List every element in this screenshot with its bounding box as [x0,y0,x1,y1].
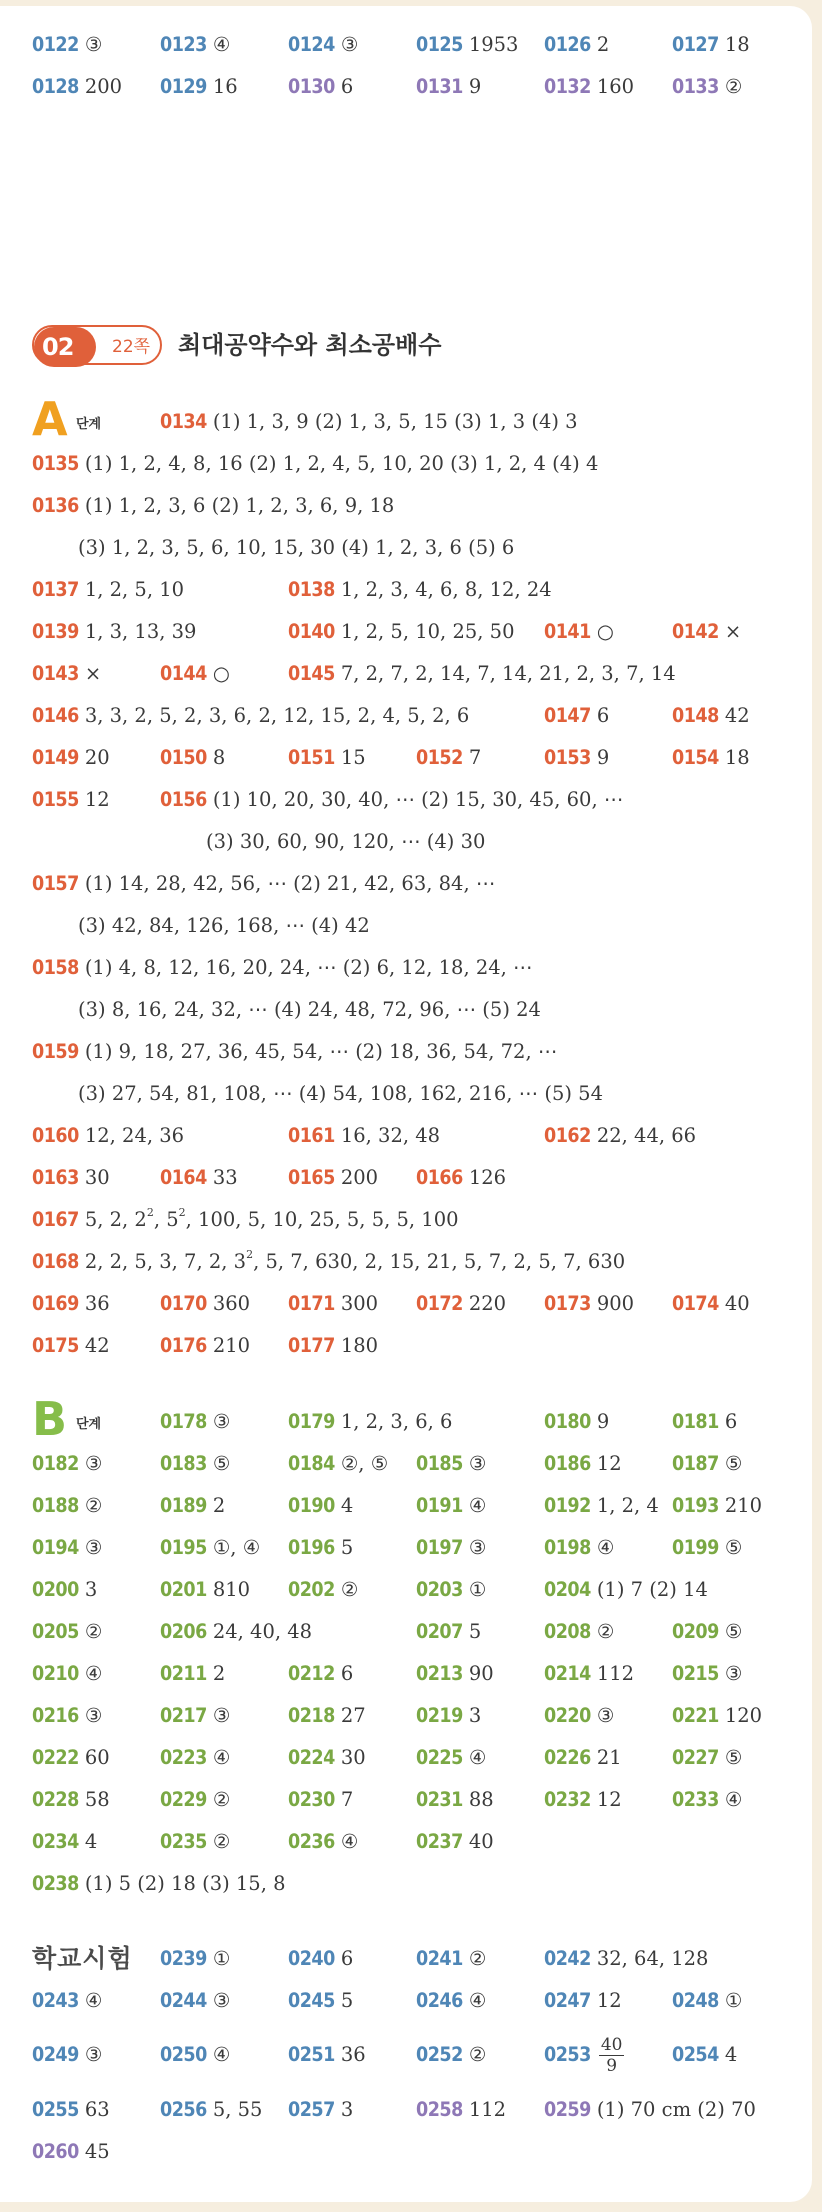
answer-0135: 0135 (1) 1, 2, 4, 8, 16 (2) 1, 2, 4, 5, 10, 20 (3) 1, 2, 4 (4) 4 [32,452,599,475]
answer-0124: 0124 ③ [288,33,359,56]
answer-0219: 0219 3 [416,1704,482,1727]
answer-row [0,1326,822,1366]
answer-0184: 0184 ②, ⑤ [288,1452,389,1475]
answer-row [0,1158,822,1198]
answer-0144: 0144 ○ [160,662,230,685]
answer-0205: 0205 ② [32,1620,103,1643]
answer-0132: 0132 160 [544,75,635,98]
answer-0166: 0166 126 [416,1166,507,1189]
answer-row [0,1696,822,1736]
answer-0163: 0163 30 [32,1166,110,1189]
answer-0173: 0173 900 [544,1292,635,1315]
answer-0199: 0199 ⑤ [672,1536,743,1559]
answer-0260: 0260 45 [32,2140,110,2163]
answer-0131: 0131 9 [416,75,482,98]
answer-0137: 0137 1, 2, 5, 10 [32,578,185,601]
answer-0181: 0181 6 [672,1410,738,1433]
answer-0188: 0188 ② [32,1494,103,1517]
answer-0231: 0231 88 [416,1788,494,1811]
section-title: 최대공약수와 최소공배수 [178,331,442,359]
answer-0212: 0212 6 [288,1662,354,1685]
answer-row [0,822,822,862]
answer-row [0,1570,822,1610]
answer-0220: 0220 ③ [544,1704,615,1727]
answer-0171: 0171 300 [288,1292,379,1315]
answer-0149: 0149 20 [32,746,110,769]
answer-0139: 0139 1, 3, 13, 39 [32,620,197,643]
answer-row [0,1939,822,1979]
answer-row [0,2090,822,2130]
answer-0197: 0197 ③ [416,1536,487,1559]
answer-0230: 0230 7 [288,1788,354,1811]
answer-0232: 0232 12 [544,1788,622,1811]
answer-0179: 0179 1, 2, 3, 6, 6 [288,1410,453,1433]
answer-0208: 0208 ② [544,1620,615,1643]
answer-row [0,67,822,107]
answer-0167: 0167 5, 2, $2^2$, $5^2$, 100, 5, 10, 25, 5, 5, 5, 100 [32,1206,459,1231]
answer-row [0,1116,822,1156]
answer-row [0,392,822,446]
answer-row [0,1392,822,1446]
answer-0216: 0216 ③ [32,1704,103,1727]
answer-0185: 0185 ③ [416,1452,487,1475]
answer-0248: 0248 ① [672,1989,743,2012]
answer-0247: 0247 12 [544,1989,622,2012]
answer-0243: 0243 ④ [32,1989,103,2012]
answer-row [0,1284,822,1324]
answer-0239: 0239 ① [160,1947,231,1970]
answer-0234: 0234 4 [32,1830,98,1853]
answer-0127: 0127 18 [672,33,750,56]
answer-0198: 0198 ④ [544,1536,615,1559]
answer-0251: 0251 36 [288,2043,366,2066]
answer-0257: 0257 3 [288,2098,354,2121]
answer-0213: 0213 90 [416,1662,494,1685]
answer-0255: 0255 63 [32,2098,110,2121]
answer-0151: 0151 15 [288,746,366,769]
answer-0224: 0224 30 [288,1746,366,1769]
answer-0192: 0192 1, 2, 4 [544,1494,659,1517]
answer-row [0,1654,822,1694]
answer-0159: 0159 (1) 9, 18, 27, 36, 45, 54, ⋯ (2) 18, 36, 54, 72, ⋯ [32,1040,558,1063]
answer-0237: 0237 40 [416,1830,494,1853]
answer-0206: 0206 24, 40, 48 [160,1620,313,1643]
answer-0168: 0168 2, 2, 5, 3, 7, 2, $3^2$, 5, 7, 630, 2, 15, 21, 5, 7, 2, 5, 7, 630 [32,1248,626,1273]
answer-0222: 0222 60 [32,1746,110,1769]
answer-0138: 0138 1, 2, 3, 4, 6, 8, 12, 24 [288,578,552,601]
answer-0161: 0161 16, 32, 48 [288,1124,441,1147]
stage-b-badge [32,1392,112,1446]
answer-0125: 0125 1953 [416,33,519,56]
stage-a-label: 단계 [76,417,102,432]
answer-0203: 0203 ① [416,1578,487,1601]
answer-0226: 0226 21 [544,1746,622,1769]
answer-0170: 0170 360 [160,1292,251,1315]
answer-0250: 0250 ④ [160,2043,231,2066]
answer-row [0,1822,822,1862]
answer-0182: 0182 ③ [32,1452,103,1475]
answer-0177: 0177 180 [288,1334,379,1357]
answer-0133: 0133 ② [672,75,743,98]
answer-0227: 0227 ⑤ [672,1746,743,1769]
answer-0242: 0242 32, 64, 128 [544,1947,709,1970]
answer-0123: 0123 ④ [160,33,231,56]
answer-row [0,570,822,610]
answer-0235: 0235 ② [160,1830,231,1853]
stage-a-letter: A [32,392,68,446]
answer-0165: 0165 200 [288,1166,379,1189]
answer-0157: 0157 (1) 14, 28, 42, 56, ⋯ (2) 21, 42, 63, 84, ⋯ [32,872,496,895]
answer-row [0,1444,822,1484]
answer-0245: 0245 5 [288,1989,354,2012]
answer-0240: 0240 6 [288,1947,354,1970]
stage-a-badge [32,392,112,446]
fraction: $\frac{40}{9}$ [600,2035,623,2076]
answer-0204: 0204 (1) 7 (2) 14 [544,1578,708,1601]
answer-0129: 0129 16 [160,75,238,98]
answer-0156-cont: (3) 30, 60, 90, 120, ⋯ (4) 30 [206,830,486,853]
answer-0229: 0229 ② [160,1788,231,1811]
answer-row [0,1242,822,1282]
answer-0147: 0147 6 [544,704,610,727]
answer-0258: 0258 112 [416,2098,507,2121]
answer-0164: 0164 33 [160,1166,238,1189]
answer-0207: 0207 5 [416,1620,482,1643]
answer-0233: 0233 ④ [672,1788,743,1811]
answer-0187: 0187 ⑤ [672,1452,743,1475]
answer-row [0,1612,822,1652]
answer-0130: 0130 6 [288,75,354,98]
answer-0148: 0148 42 [672,704,750,727]
answer-0254: 0254 4 [672,2043,738,2066]
answer-row [0,654,822,694]
section-number: 02 [42,333,74,361]
answer-0252: 0252 ② [416,2043,487,2066]
answer-0244: 0244 ③ [160,1989,231,2012]
answer-0211: 0211 2 [160,1662,226,1685]
answer-0176: 0176 210 [160,1334,251,1357]
answer-0150: 0150 8 [160,746,226,769]
answer-row [0,1486,822,1526]
answer-row [0,1981,822,2021]
answer-0175: 0175 42 [32,1334,110,1357]
answer-0160: 0160 12, 24, 36 [32,1124,185,1147]
answer-0156: 0156 (1) 10, 20, 30, 40, ⋯ (2) 15, 30, 45, 60, ⋯ [160,788,624,811]
answer-0191: 0191 ④ [416,1494,487,1517]
answer-0193: 0193 210 [672,1494,763,1517]
answer-0214: 0214 112 [544,1662,635,1685]
answer-0217: 0217 ③ [160,1704,231,1727]
stage-b-label: 단계 [76,1417,102,1432]
answer-row [0,948,822,988]
answer-0194: 0194 ③ [32,1536,103,1559]
answer-row [0,738,822,778]
stage-b-letter: B [32,1392,68,1446]
answer-0126: 0126 2 [544,33,610,56]
answer-0259: 0259 (1) 70 cm (2) 70 [544,2098,756,2121]
answer-0228: 0228 58 [32,1788,110,1811]
section-header [32,325,632,369]
answer-0128: 0128 200 [32,75,123,98]
answer-0200: 0200 3 [32,1578,98,1601]
answer-0195: 0195 ①, ④ [160,1536,261,1559]
answer-0215: 0215 ③ [672,1662,743,1685]
answer-0162: 0162 22, 44, 66 [544,1124,697,1147]
answer-0221: 0221 120 [672,1704,763,1727]
answer-row [0,1738,822,1778]
answer-row [0,612,822,652]
answer-0153: 0153 9 [544,746,610,769]
answer-0189: 0189 2 [160,1494,226,1517]
answer-0134: 0134 (1) 1, 3, 9 (2) 1, 3, 5, 15 (3) 1, 3 (4) 3 [160,410,578,433]
answer-row [0,25,822,65]
answer-row [0,2035,822,2075]
answer-row [0,1032,822,1072]
answer-0218: 0218 27 [288,1704,366,1727]
answer-0249: 0249 ③ [32,2043,103,2066]
answer-row [0,1780,822,1820]
answer-0172: 0172 220 [416,1292,507,1315]
answer-row [0,1074,822,1114]
answer-row [0,906,822,946]
answer-0158-cont: (3) 8, 16, 24, 32, ⋯ (4) 24, 48, 72, 96, ⋯ (5) 24 [78,998,541,1021]
answer-0142: 0142 × [672,620,742,643]
answer-0209: 0209 ⑤ [672,1620,743,1643]
answer-row [0,1200,822,1240]
answer-row [0,444,822,484]
answer-0253: 0253 $\frac{40}{9}$ [544,2035,623,2076]
answer-0146: 0146 3, 3, 2, 5, 2, 3, 6, 2, 12, 15, 2, 4, 5, 2, 6 [32,704,470,727]
answer-0186: 0186 12 [544,1452,622,1475]
answer-0158: 0158 (1) 4, 8, 12, 16, 20, 24, ⋯ (2) 6, 12, 18, 24, ⋯ [32,956,533,979]
answer-0136-cont: (3) 1, 2, 3, 5, 6, 10, 15, 30 (4) 1, 2, 3, 6 (5) 6 [78,536,515,559]
answer-row [0,864,822,904]
answer-0180: 0180 9 [544,1410,610,1433]
answer-0223: 0223 ④ [160,1746,231,1769]
answer-0141: 0141 ○ [544,620,614,643]
answer-0145: 0145 7, 2, 7, 2, 14, 7, 14, 21, 2, 3, 7, 14 [288,662,676,685]
answer-0236: 0236 ④ [288,1830,359,1853]
answer-row [0,528,822,568]
answer-0169: 0169 36 [32,1292,110,1315]
answer-0154: 0154 18 [672,746,750,769]
answer-row [0,696,822,736]
answer-row [0,780,822,820]
answer-0140: 0140 1, 2, 5, 10, 25, 50 [288,620,515,643]
answer-row [0,1528,822,1568]
answer-0225: 0225 ④ [416,1746,487,1769]
answer-0246: 0246 ④ [416,1989,487,2012]
answer-0157-cont: (3) 42, 84, 126, 168, ⋯ (4) 42 [78,914,370,937]
answer-row [0,2132,822,2172]
answer-0155: 0155 12 [32,788,110,811]
school-test-label: 학교시험 [32,1944,133,1973]
section-page: 22쪽 [112,337,151,357]
answer-0178: 0178 ③ [160,1410,231,1433]
answer-0136: 0136 (1) 1, 2, 3, 6 (2) 1, 2, 3, 6, 9, 18 [32,494,395,517]
answer-0210: 0210 ④ [32,1662,103,1685]
answer-0159-cont: (3) 27, 54, 81, 108, ⋯ (4) 54, 108, 162, 216, ⋯ (5) 54 [78,1082,603,1105]
answer-row [0,990,822,1030]
answer-0256: 0256 5, 55 [160,2098,263,2121]
answer-0152: 0152 7 [416,746,482,769]
section-badge [32,325,162,365]
answer-row [0,486,822,526]
answer-0183: 0183 ⑤ [160,1452,231,1475]
answer-0241: 0241 ② [416,1947,487,1970]
answer-0122: 0122 ③ [32,33,103,56]
answer-0143: 0143 × [32,662,102,685]
answer-0196: 0196 5 [288,1536,354,1559]
answer-0174: 0174 40 [672,1292,750,1315]
answer-0201: 0201 810 [160,1578,251,1601]
answer-0190: 0190 4 [288,1494,354,1517]
answer-0202: 0202 ② [288,1578,359,1601]
answer-0238: 0238 (1) 5 (2) 18 (3) 15, 8 [32,1872,286,1895]
answer-row [0,1864,822,1904]
